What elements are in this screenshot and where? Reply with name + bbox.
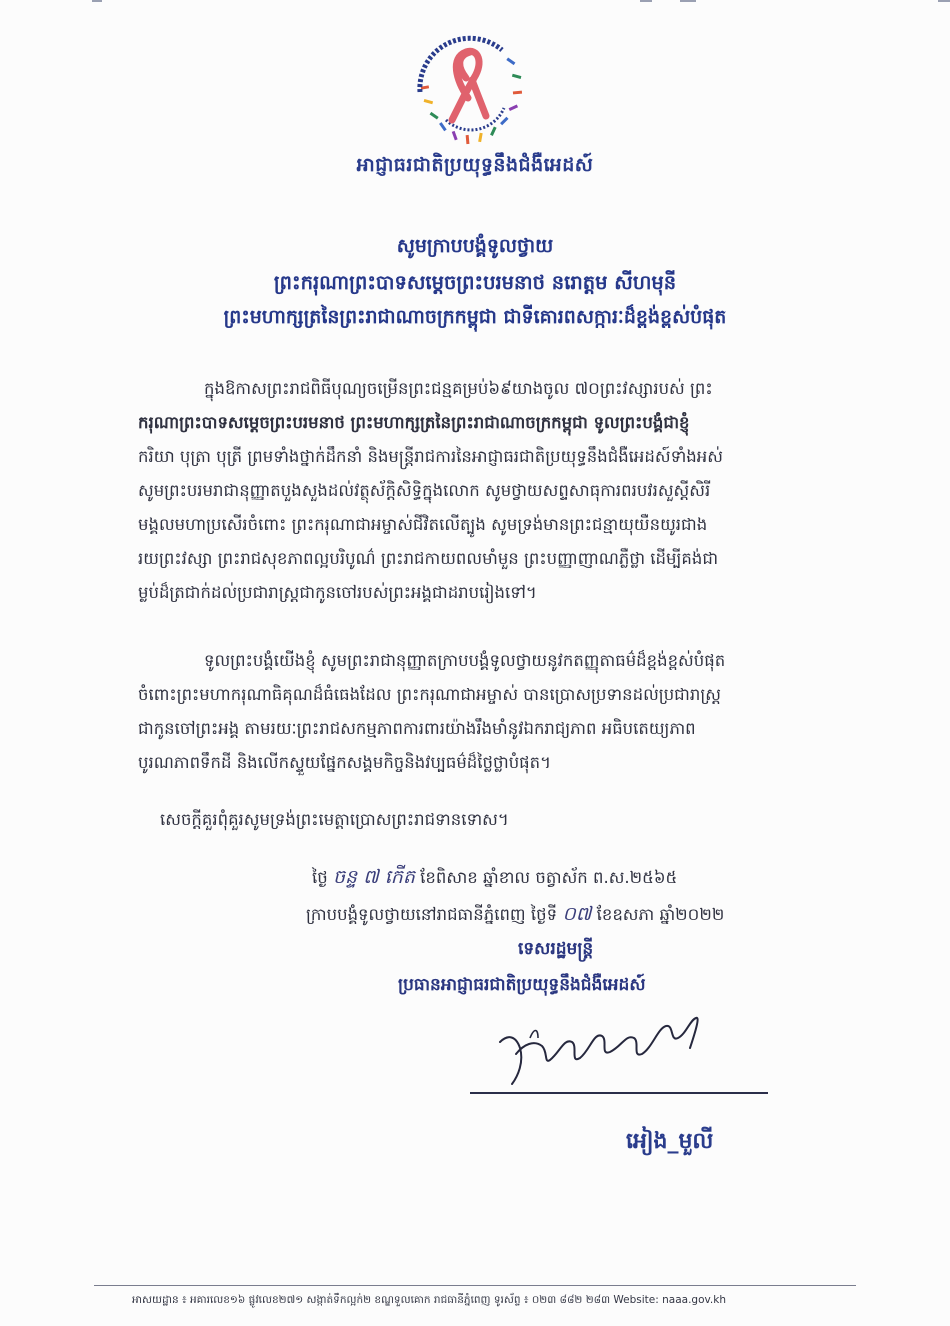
paragraph-line: ក្នុងឱកាសព្រះរាជពិធីបុណ្យចម្រើនព្រះជន្មគម្រប់៦៩យាងចូល ៧០ព្រះវស្សារបស់ ព្រះ (204, 379, 713, 398)
footer-address: អាសយដ្ឋាន ៖ អគារលេខ១៦ ផ្លូវលេខ២៧១ សង្កាត់ទឹកល្អក់២ ខណ្ឌទួលគោក រាជធានីភ្នំពេញ ទូរស័ព្ទ ៖ ០២៣ ៨៨២ ២៨៣ Website: naaa.gov.kh (132, 1294, 726, 1306)
paragraph-line: រយព្រះវស្សា ព្រះរាជសុខភាពល្អបរិបូណ៌ ព្រះរាជកាយពលមាំមួន ព្រះបញ្ញាញាណភ្លឺថ្លា ដើម្បីគង់ជា (138, 549, 719, 568)
paragraph-line: បូរណភាពទឹកដី និងលើកស្ទួយផ្នែកសង្គមកិច្ចនិងវប្បធម៌ដ៏ថ្លៃថ្លាបំផុត។ (138, 753, 551, 772)
paragraph-line: ករុណាព្រះបាទសម្តេចព្រះបរមនាថ ព្រះមហាក្សត្រនៃព្រះរាជាណាចក្រកម្ពុជា ទូលព្រះបង្គំជាខ្ញុំ (138, 413, 690, 432)
paragraph-line: ករិយា បុត្រា បុត្រី ព្រមទាំងថ្នាក់ដឹកនាំ និងមន្ត្រីរាជការនៃអាជ្ញាធរជាតិប្រយុទ្ធនឹងជំងឺអេដស៍ទាំងអស់ (138, 447, 723, 466)
signatory-name: អៀង_មួលី (626, 1129, 714, 1154)
lunar-date-rest: ខែពិសាខ ឆ្នាំខាល ចត្វាស័ក ព.ស.២៥៦៥ (420, 868, 678, 887)
paragraph-gratitude (138, 644, 828, 780)
scan-edge-mark (680, 0, 696, 2)
closing-sentence: សេចក្តីគួរពុំគួរសូមទ្រង់ព្រះមេត្តាប្រោសព្រះរាជទានទោស។ (160, 810, 509, 829)
org-name: អាជ្ញាធរជាតិប្រយុទ្ធនឹងជំងឺអេដស៍ (356, 154, 594, 176)
kingdom-title-heading: ព្រះមហាក្សត្រនៃព្រះរាជាណាចក្រកម្ពុជា ជាទីគោរពសក្ការៈដ៏ខ្ពង់ខ្ពស់បំផុត (223, 306, 727, 328)
paragraph-line: ម្លប់ដ៏ត្រជាក់ដល់ប្រជារាស្ត្រជាកូនចៅរបស់ព្រះអង្គជាដរាបរៀងទៅ។ (138, 583, 537, 602)
solar-day-handwritten: ០៧ (562, 903, 592, 925)
scan-edge-mark (92, 0, 102, 2)
paragraph-line: ជាកូនចៅព្រះអង្គ តាមរយៈព្រះរាជសកម្មភាពការពារយ៉ាងរឹងមាំនូវឯករាជ្យភាព អធិបតេយ្យភាព (138, 719, 696, 738)
handwritten-signature (490, 1008, 710, 1092)
solar-date-prefix: ក្រាបបង្គំទូលថ្វាយនៅរាជធានីភ្នំពេញ ថ្ងៃទី (306, 905, 558, 924)
scan-edge-mark (640, 0, 652, 2)
signatory-rank: ទេសរដ្ឋមន្ត្រី (518, 939, 594, 959)
paragraph-line: ទូលព្រះបង្គំយើងខ្ញុំ សូមព្រះរាជានុញ្ញាតក្រាបបង្គំទូលថ្វាយនូវកតញ្ញុតាធម៌ដ៏ខ្ពង់ខ្ពស់បំផុត (204, 651, 726, 670)
signature-underline (470, 1092, 768, 1094)
paragraph-birthday-wishes (138, 372, 828, 610)
paragraph-line: មង្គលមហាប្រសើរចំពោះ ព្រះករុណាជាអម្ចាស់ជីវិតលើត្បូង សូមទ្រង់មានព្រះជន្មាយុយឺនយូរជាង (138, 515, 708, 534)
lunar-date-line (312, 865, 677, 893)
logo-text: អាជ្ញាធរជាតិប្រយុទ្ធនឹងជំងឺអេដស៍ NATIONAL AIDS AUTHORITY (406, 28, 433, 29)
paragraph-line: សូមព្រះបរមរាជានុញ្ញាតបួងសួងដល់វត្ថុស័ក្តិសិទ្ធិក្នុងលោក សូមថ្វាយសព្ទសាធុការពរបវរសួស្តីសិរី (138, 481, 711, 500)
lunar-day-handwritten: ចន្ទ ៧ កើត (332, 866, 415, 888)
salutation-heading: សូមក្រាបបង្គំទូលថ្វាយ (396, 235, 554, 257)
scan-edge-mark (938, 0, 950, 2)
king-title-heading: ព្រះករុណាព្រះបាទសម្តេចព្រះបរមនាថ នរោត្តម សីហមុនី (273, 271, 677, 294)
paragraph-line: ចំពោះព្រះមហាករុណាធិគុណដ៏ធំធេងដែល ព្រះករុណាជាអម្ចាស់ បានប្រោសប្រទានដល់ប្រជារាស្ត្រ (138, 685, 721, 704)
signatory-position: ប្រធានអាជ្ញាធរជាតិប្រយុទ្ធនឹងជំងឺអេដស៍ (398, 975, 646, 995)
lunar-date-prefix: ថ្ងៃ (312, 868, 328, 887)
solar-date-rest: ខែឧសភា ឆ្នាំ២០២២ (596, 905, 725, 924)
footer-divider (94, 1285, 856, 1286)
national-aids-authority-logo (406, 28, 536, 158)
solar-date-line (306, 902, 724, 930)
